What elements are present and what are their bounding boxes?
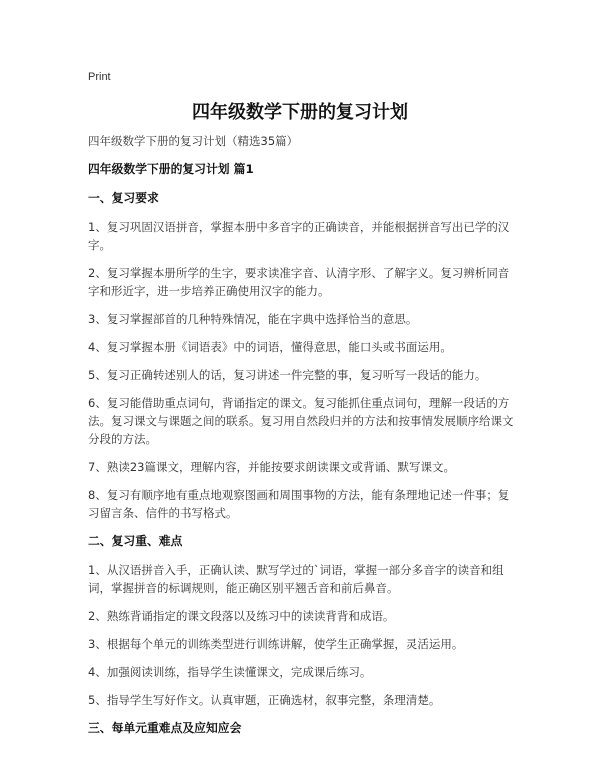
list-item: 5、复习正确转述别人的话，复习讲述一件完整的事，复习听写一段话的能力。	[88, 368, 487, 382]
list-item: 6、复习能借助重点词句，背诵指定的课文。复习能抓住重点词句，理解一段话的方法。复习课文与课题之间的联系。复习用自然段归并的方法和按事情发展顺序给课文分段的方法。	[88, 396, 514, 446]
section-heading-key-points: 二、复习重、难点	[88, 534, 183, 548]
document-title: 四年级数学下册的复习计划	[192, 102, 408, 123]
document-body	[88, 160, 514, 737]
list-item: 1、从汉语拼音入手，正确认读、默写学过的`词语，掌握一部分多音字的读音和组词，掌握拼音的标调规则，能正确区别平翘舌音和前后鼻音。	[88, 563, 504, 595]
section-heading-unit-points: 三、每单元重难点及应知应会	[88, 721, 242, 735]
section-heading-requirements: 一、复习要求	[88, 191, 159, 205]
list-item: 4、复习掌握本册《词语表》中的词语，懂得意思，能口头或书面运用。	[88, 340, 452, 354]
list-item: 7、熟读23篇课文，理解内容，并能按要求朗读课文或背诵、默写课文。	[88, 460, 455, 474]
list-item: 2、熟练背诵指定的课文段落以及练习中的读读背背和成语。	[88, 609, 395, 623]
list-item: 5、指导学生写好作文。认真审题，正确选材，叙事完整，条理清楚。	[88, 693, 441, 707]
print-link[interactable]: Print	[88, 71, 111, 83]
plan-heading: 四年级数学下册的复习计划 篇1	[88, 162, 254, 176]
list-item: 3、复习掌握部首的几种特殊情况，能在字典中选择恰当的意思。	[88, 312, 418, 326]
list-item: 8、复习有顺序地有重点地观察图画和周围事物的方法，能有条理地记述一件事；复习留言条、信件的书写格式。	[88, 488, 510, 520]
list-item: 3、根据每个单元的训练类型进行训练讲解，使学生正确掌握，灵活运用。	[88, 637, 464, 651]
list-item: 4、加强阅读训练，指导学生读懂课文，完成课后练习。	[88, 665, 372, 679]
document-subtitle: 四年级数学下册的复习计划（精选35篇）	[88, 134, 299, 148]
list-item: 1、复习巩固汉语拼音，掌握本册中多音字的正确读音，并能根据拼音写出已学的汉字。	[88, 220, 510, 252]
list-item: 2、复习掌握本册所学的生字，要求读准字音、认清字形、了解字义。复习辨析同音字和形近字，进一步培养正确使用汉字的能力。	[88, 266, 510, 298]
